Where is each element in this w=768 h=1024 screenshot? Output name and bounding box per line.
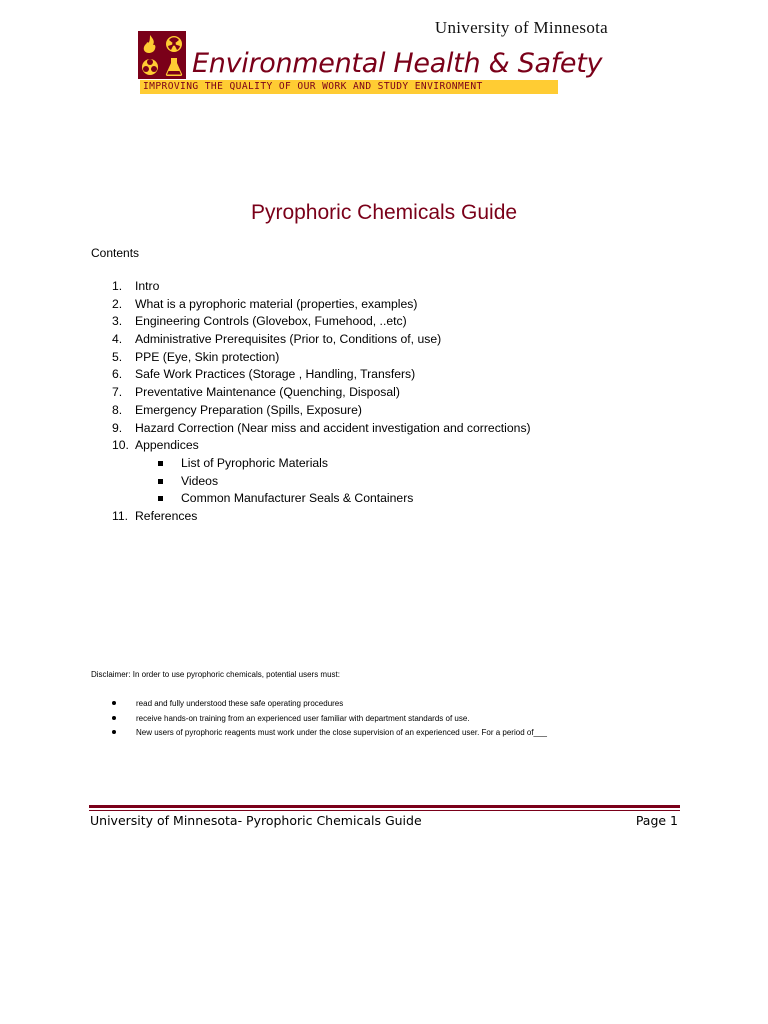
toc-number: 1. <box>112 279 123 293</box>
toc-text: PPE (Eye, Skin protection) <box>135 349 280 364</box>
bullet-icon <box>112 716 116 720</box>
list-item-text: receive hands-on training from an experienced user familiar with department standards of use. <box>136 713 470 723</box>
toc-number: 9. <box>112 420 123 435</box>
university-name: University of Minnesota <box>434 18 608 37</box>
footer-divider-thin <box>89 810 680 811</box>
toc-number: 5. <box>112 349 123 364</box>
toc-number: 10. <box>112 438 129 453</box>
toc-subitem-text: Common Manufacturer Seals & Containers <box>181 491 414 506</box>
footer-title: University of Minnesota- Pyrophoric Chemicals Guide <box>90 813 422 828</box>
square-bullet-icon <box>158 461 163 466</box>
contents-heading: Contents <box>91 246 140 260</box>
toc-number: 7. <box>112 385 123 400</box>
toc-subitem-text: Videos <box>181 473 219 488</box>
toc-text: Engineering Controls (Glovebox, Fumehood, ..etc) <box>135 314 407 329</box>
toc-text: Administrative Prerequisites (Prior to, Conditions of, use) <box>135 332 442 347</box>
toc-text: Appendices <box>135 438 199 453</box>
disclaimer-text: Disclaimer: In order to use pyrophoric chemicals, potential users must: <box>91 670 340 679</box>
tagline-text: IMPROVING THE QUALITY OF OUR WORK AND STUDY ENVIRONMENT <box>143 81 483 92</box>
toc-text: References <box>135 508 198 523</box>
bullet-icon <box>112 701 116 705</box>
page-number: Page 1 <box>635 813 678 828</box>
toc-text: Hazard Correction (Near miss and accident investigation and corrections) <box>135 420 531 435</box>
toc-number: 6. <box>112 367 123 382</box>
toc-number: 4. <box>112 332 123 347</box>
list-item-text: read and fully understood these safe operating procedures <box>136 699 344 708</box>
document-title: Pyrophoric Chemicals Guide <box>250 201 518 224</box>
toc-number: 3. <box>112 314 123 329</box>
toc-text: Safe Work Practices (Storage , Handling, Transfers) <box>135 367 416 382</box>
square-bullet-icon <box>158 479 163 484</box>
square-bullet-icon <box>158 496 163 501</box>
toc-subitem-text: List of Pyrophoric Materials <box>181 455 328 470</box>
toc-number: 2. <box>112 296 123 311</box>
toc-text: What is a pyrophoric material (properties, examples) <box>135 296 418 311</box>
hazard-symbols-icon <box>142 35 182 76</box>
toc-text: Emergency Preparation (Spills, Exposure) <box>135 402 362 417</box>
list-item-text: New users of pyrophoric reagents must work under the close supervision of an experienced user. For a period of___ <box>136 728 547 737</box>
organization-name: Environmental Health & Safety <box>192 48 603 79</box>
toc-text: Preventative Maintenance (Quenching, Disposal) <box>135 385 400 400</box>
ehs-logo <box>138 31 186 79</box>
tagline-banner <box>140 80 558 94</box>
toc-number: 8. <box>112 402 123 417</box>
footer-divider <box>89 805 680 808</box>
bullet-icon <box>112 730 116 734</box>
toc-text: Intro <box>135 279 160 293</box>
toc-number: 11. <box>112 508 129 523</box>
